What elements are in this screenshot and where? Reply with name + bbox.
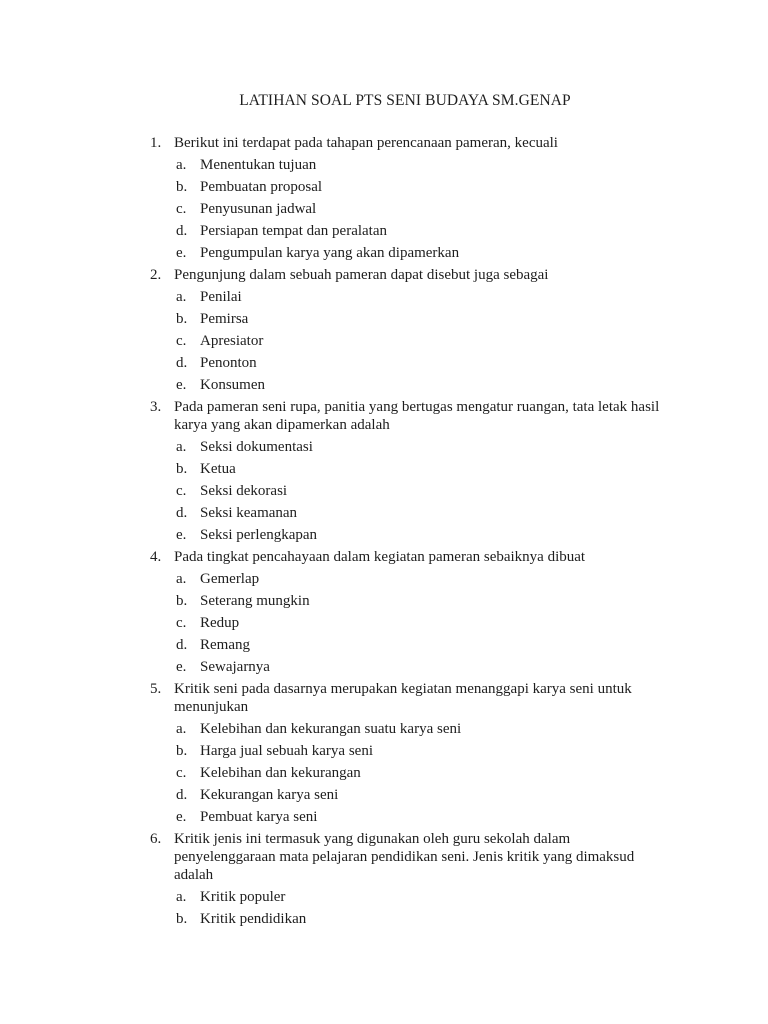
option-text: Konsumen xyxy=(200,377,265,393)
option-letter: e. xyxy=(176,809,187,825)
option-text: Seksi dekorasi xyxy=(200,483,288,499)
option-letter: c. xyxy=(176,333,187,349)
option-text: Pembuatan proposal xyxy=(200,179,323,195)
option-letter: e. xyxy=(176,659,187,675)
question-text: Berikut ini terdapat pada tahapan perencanaan pameran, kecuali xyxy=(174,135,558,151)
question-number: 6. xyxy=(150,831,162,847)
option-letter: e. xyxy=(176,377,187,393)
answer-option xyxy=(150,352,710,374)
option-text: Penilai xyxy=(200,289,242,305)
option-text: Seterang mungkin xyxy=(200,593,310,609)
question-text: Kritik seni pada dasarnya merupakan kegiatan menanggapi karya seni untuk menunjukan xyxy=(174,681,632,715)
option-text: Kritik populer xyxy=(200,889,286,905)
option-text: Redup xyxy=(200,615,240,631)
option-text: Apresiator xyxy=(200,333,264,349)
question-text: Pada tingkat pencahayaan dalam kegiatan pameran sebaiknya dibuat xyxy=(174,549,586,565)
option-letter: e. xyxy=(176,245,187,261)
answer-option xyxy=(150,330,710,352)
question-number: 3. xyxy=(150,399,162,415)
answer-option xyxy=(150,458,710,480)
option-text: Kelebihan dan kekurangan suatu karya seni xyxy=(200,721,462,737)
answer-option xyxy=(150,480,710,502)
question-number: 2. xyxy=(150,267,162,283)
option-letter: a. xyxy=(176,289,187,305)
option-text: Pembuat karya seni xyxy=(200,809,318,825)
option-letter: d. xyxy=(176,637,188,653)
option-text: Seksi perlengkapan xyxy=(200,527,318,543)
answer-option xyxy=(150,286,710,308)
question-number: 1. xyxy=(150,135,162,151)
answer-option xyxy=(150,718,710,740)
answer-option xyxy=(150,908,710,930)
answer-option xyxy=(150,220,710,242)
option-text: Persiapan tempat dan peralatan xyxy=(200,223,388,239)
answer-option xyxy=(150,198,710,220)
option-text: Pengumpulan karya yang akan dipamerkan xyxy=(200,245,460,261)
option-text: Seksi keamanan xyxy=(200,505,298,521)
question xyxy=(150,398,684,434)
option-text: Sewajarnya xyxy=(200,659,270,675)
question-number: 5. xyxy=(150,681,162,697)
option-letter: d. xyxy=(176,355,188,371)
answer-option xyxy=(150,502,710,524)
answer-option xyxy=(150,374,710,396)
option-text: Pemirsa xyxy=(200,311,249,327)
option-letter: c. xyxy=(176,483,187,499)
answer-option xyxy=(150,784,710,806)
answer-option xyxy=(150,740,710,762)
option-letter: b. xyxy=(176,911,188,927)
question xyxy=(150,134,710,152)
option-text: Ketua xyxy=(200,461,236,477)
option-text: Remang xyxy=(200,637,250,653)
option-letter: a. xyxy=(176,721,187,737)
question-list xyxy=(150,132,710,930)
option-letter: b. xyxy=(176,311,188,327)
option-letter: b. xyxy=(176,461,188,477)
option-letter: b. xyxy=(176,743,188,759)
question-text: Kritik jenis ini termasuk yang digunakan oleh guru sekolah dalam penyelenggaraan mata pelajaran pendidikan seni. Jenis kritik yang dimaksud adalah xyxy=(174,831,635,883)
option-letter: d. xyxy=(176,223,188,239)
question-text: Pengunjung dalam sebuah pameran dapat disebut juga sebagai xyxy=(174,267,549,283)
answer-option xyxy=(150,762,710,784)
option-text: Gemerlap xyxy=(200,571,260,587)
option-letter: c. xyxy=(176,201,187,217)
question xyxy=(150,680,684,716)
option-letter: a. xyxy=(176,571,187,587)
answer-option xyxy=(150,612,710,634)
option-letter: e. xyxy=(176,527,187,543)
option-letter: a. xyxy=(176,889,187,905)
option-letter: d. xyxy=(176,505,188,521)
option-letter: c. xyxy=(176,765,187,781)
option-letter: b. xyxy=(176,179,188,195)
question xyxy=(150,266,710,284)
answer-option xyxy=(150,568,710,590)
answer-option xyxy=(150,176,710,198)
answer-option xyxy=(150,308,710,330)
answer-option xyxy=(150,242,710,264)
option-letter: a. xyxy=(176,439,187,455)
answer-option xyxy=(150,590,710,612)
option-text: Harga jual sebuah karya seni xyxy=(200,743,373,759)
option-letter: d. xyxy=(176,787,188,803)
question xyxy=(150,830,644,884)
answer-option xyxy=(150,524,710,546)
option-text: Kekurangan karya seni xyxy=(200,787,339,803)
answer-option xyxy=(150,656,710,678)
question-number: 4. xyxy=(150,549,162,565)
option-letter: b. xyxy=(176,593,188,609)
answer-option xyxy=(150,886,710,908)
question xyxy=(150,548,710,566)
option-text: Kritik pendidikan xyxy=(200,911,307,927)
question-text: Pada pameran seni rupa, panitia yang bertugas mengatur ruangan, tata letak hasil karya yang akan dipamerkan adalah xyxy=(174,399,660,433)
answer-option xyxy=(150,154,710,176)
answer-option xyxy=(150,806,710,828)
answer-option xyxy=(150,634,710,656)
option-text: Menentukan tujuan xyxy=(200,157,317,173)
option-text: Seksi dokumentasi xyxy=(200,439,313,455)
option-text: Penyusunan jadwal xyxy=(200,201,317,217)
document-title: LATIHAN SOAL PTS SENI BUDAYA SM.GENAP xyxy=(239,92,571,109)
option-letter: c. xyxy=(176,615,187,631)
answer-option xyxy=(150,436,710,458)
option-text: Penonton xyxy=(200,355,257,371)
option-letter: a. xyxy=(176,157,187,173)
option-text: Kelebihan dan kekurangan xyxy=(200,765,361,781)
